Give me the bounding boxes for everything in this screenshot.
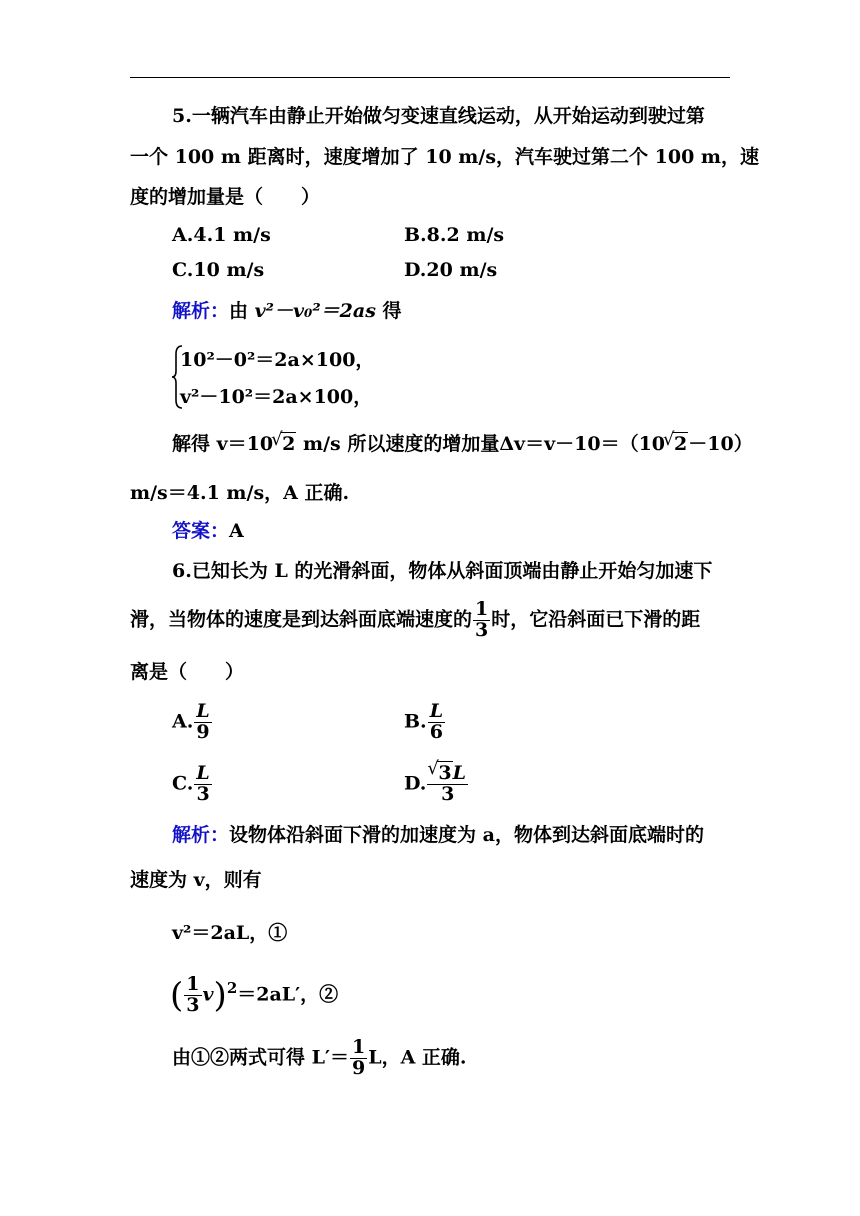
q5-solve-pre: 解得 v＝10 [172,433,274,455]
fraction-numerator: 1 [475,598,489,620]
q6-analysis-text1: 设物体沿斜面下滑的加速度为 a，物体到达斜面底端时的 [229,824,704,846]
q5-analysis-formula: v²－v₀²＝2as [254,300,376,322]
q5-solve-mid: m/s 所以速度的增加量Δv＝v－10＝（10 [296,433,666,455]
q6-option-d [404,764,469,805]
fraction-denominator: 6 [429,720,443,743]
fraction [350,1038,367,1079]
right-paren: ) [213,975,227,1016]
q5-solution-line1 [172,435,753,454]
header-rule [130,77,730,78]
sqrt-symbol [273,435,296,454]
fraction [473,600,490,641]
sqrt-symbol [429,764,452,784]
fraction-denominator: 3 [441,782,455,805]
q5-answer [172,522,244,541]
left-paren: ( [170,975,184,1016]
q6-analysis-line2: 速度为 v，则有 [130,869,262,891]
q6-stem-line1: 6.已知长为 L 的光滑斜面，物体从斜面顶端由静止开始匀加速下 [172,560,713,582]
q5-analysis-pre: 由 [229,300,255,322]
equation-rest: ＝2aL′，② [237,983,339,1006]
option-prefix: A. [172,710,194,733]
fraction [194,764,211,805]
q5-solve-sqrt: 2 [282,433,296,455]
q5-option-c: C.10 m/s [172,259,265,281]
sqrt-radicand: 3 [438,762,452,784]
fraction-numerator: L [196,762,210,784]
q6-stem-line2-pre: 滑，当物体的速度是到达斜面底端速度的 [130,608,473,631]
fraction-numerator: L [429,700,444,722]
q5-equation-1: 10²－0²＝2a×100， [180,349,375,371]
fraction-numerator: 1 [186,973,200,995]
q5-solve-post: －10） [688,433,753,455]
fraction-denominator: 3 [475,618,489,641]
fraction [427,764,468,805]
q5-solve-sqrt2: 2 [674,433,688,455]
fraction-numerator: 1 [351,1036,366,1058]
sqrt-symbol [665,435,688,454]
q5-option-a: A.4.1 m/s [172,224,271,246]
q5-solution-line2: m/s＝4.1 m/s，A 正确. [130,482,350,504]
exponent: 2 [226,979,238,998]
q6-analysis-label: 解析： [172,824,230,846]
q5-answer-label: 答案： [172,520,230,542]
q6-equation-2 [170,975,338,1016]
fraction-denominator: 9 [351,1056,366,1079]
fraction-denominator: 9 [196,720,210,743]
q6-stem-line2 [130,600,700,641]
q6-final-line [172,1038,467,1079]
q5-stem-line2: 一个 100 m 距离时，速度增加了 10 m/s，汽车驶过第二个 100 m，速 [130,146,760,168]
option-prefix: C. [172,772,194,795]
q6-analysis-line1 [172,826,704,845]
q6-stem-line3: 离是（ ） [130,661,245,683]
q6-option-b [404,702,446,743]
final-post: L，A 正确. [368,1046,467,1069]
q5-stem-line3: 度的增加量是（ ） [130,186,321,208]
q5-option-d: D.20 m/s [404,259,498,281]
fraction-numerator: L [196,700,210,722]
fraction [428,702,445,743]
q5-analysis-intro [172,302,402,321]
equation-variable: v [202,983,214,1006]
fraction [184,975,201,1016]
q5-answer-value: A [229,520,244,542]
option-prefix: D. [404,772,427,795]
q5-equation-2: v²－10²＝2a×100， [180,386,373,408]
q5-option-b: B.8.2 m/s [404,224,505,246]
fraction-denominator: 3 [196,782,210,805]
fraction-numerator [427,764,468,785]
fraction-denominator: 3 [186,993,200,1016]
q6-option-c [172,764,213,805]
numerator-variable: L [452,762,467,784]
q5-stem-line1: 5.一辆汽车由静止开始做匀变速直线运动，从开始运动到驶过第 [172,105,705,127]
q6-option-a [172,702,213,743]
q6-equation-1: v²＝2aL，① [172,922,288,944]
fraction [194,702,211,743]
option-prefix: B. [404,710,427,733]
q5-analysis-label: 解析： [172,300,230,322]
q6-stem-line2-post: 时，它沿斜面已下滑的距 [491,608,701,631]
q5-analysis-post: 得 [375,300,402,322]
final-pre: 由①②两式可得 L′＝ [172,1046,349,1069]
